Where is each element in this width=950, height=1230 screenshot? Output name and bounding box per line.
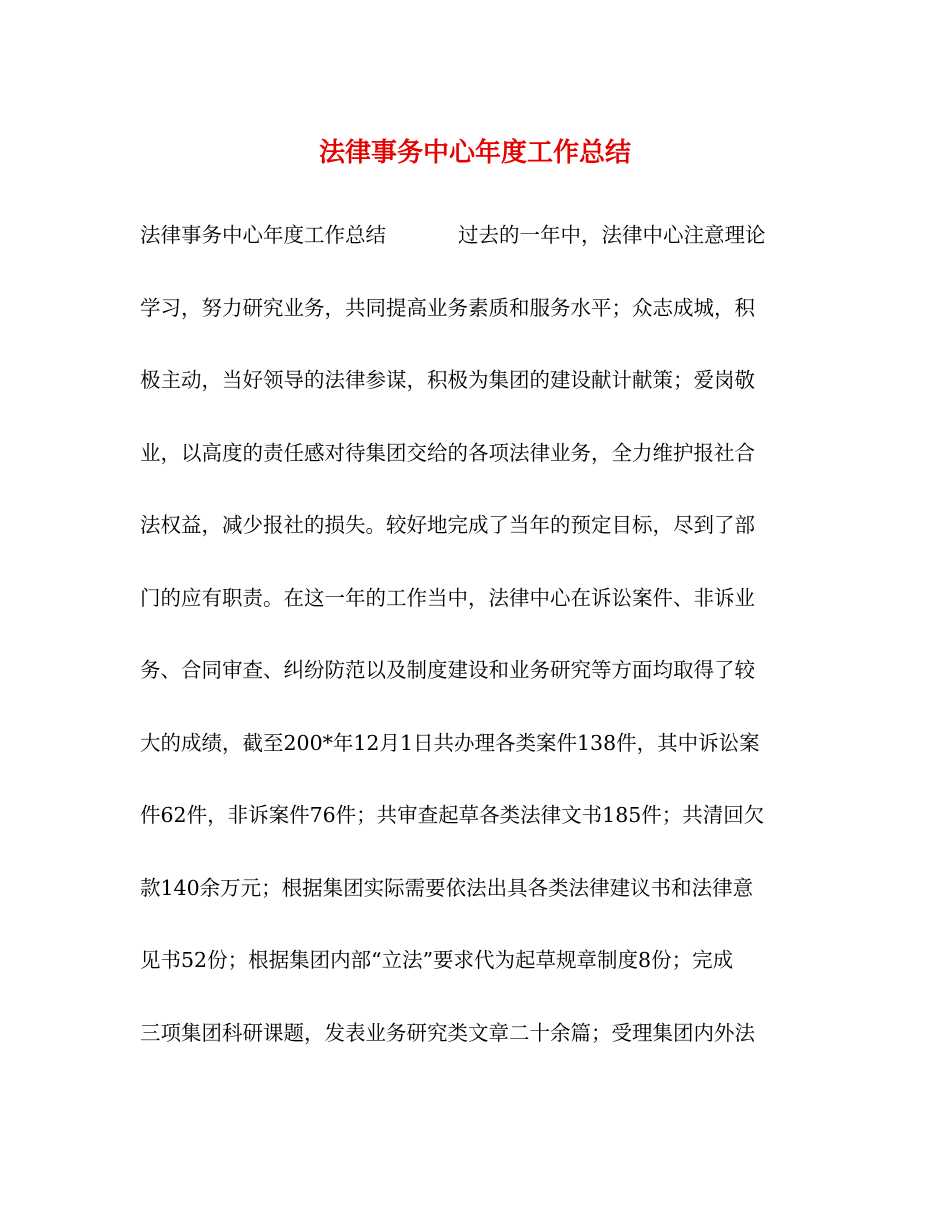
body-line-7: 务、合同审查、纠纷防范以及制度建设和业务研究等方面均取得了较 — [140, 658, 755, 682]
body-line-10: 款140余万元；根据集团实际需要依法出具各类法律建议书和法律意 — [140, 875, 754, 900]
body-line-1-text: 过去的一年中，法律中心注意理论 — [458, 223, 766, 247]
body-line-2: 学习，努力研究业务，共同提高业务素质和服务水平；众志成城，积 — [140, 295, 755, 320]
body-line-6: 门的应有职责。在这一年的工作当中，法律中心在诉讼案件、非诉业 — [140, 585, 755, 610]
inline-heading: 法律事务中心年度工作总结 — [140, 223, 386, 247]
body-line-3: 极主动，当好领导的法律参谋，积极为集团的建设献计献策；爱岗敬 — [140, 368, 755, 392]
document-body — [140, 213, 820, 1083]
body-line-12: 三项集团科研课题，发表业务研究类文章二十余篇；受理集团内外法 — [140, 1020, 755, 1045]
body-line-4: 业，以高度的责任感对待集团交给的各项法律业务，全力维护报社合 — [140, 440, 755, 465]
document-title: 法律事务中心年度工作总结 — [318, 138, 631, 168]
body-line-5: 法权益，减少报社的损失。较好地完成了当年的预定目标，尽到了部 — [140, 513, 755, 537]
body-line-11: 见书52份；根据集团内部“立法”要求代为起草规章制度8份；完成 — [140, 948, 734, 972]
body-line-9: 件62件，非诉案件76件；共审查起草各类法律文书185件；共清回欠 — [140, 803, 765, 827]
body-line-1 — [140, 213, 820, 286]
body-line-8: 大的成绩，截至200*年12月1日共办理各类案件138件，其中诉讼案 — [140, 730, 760, 755]
